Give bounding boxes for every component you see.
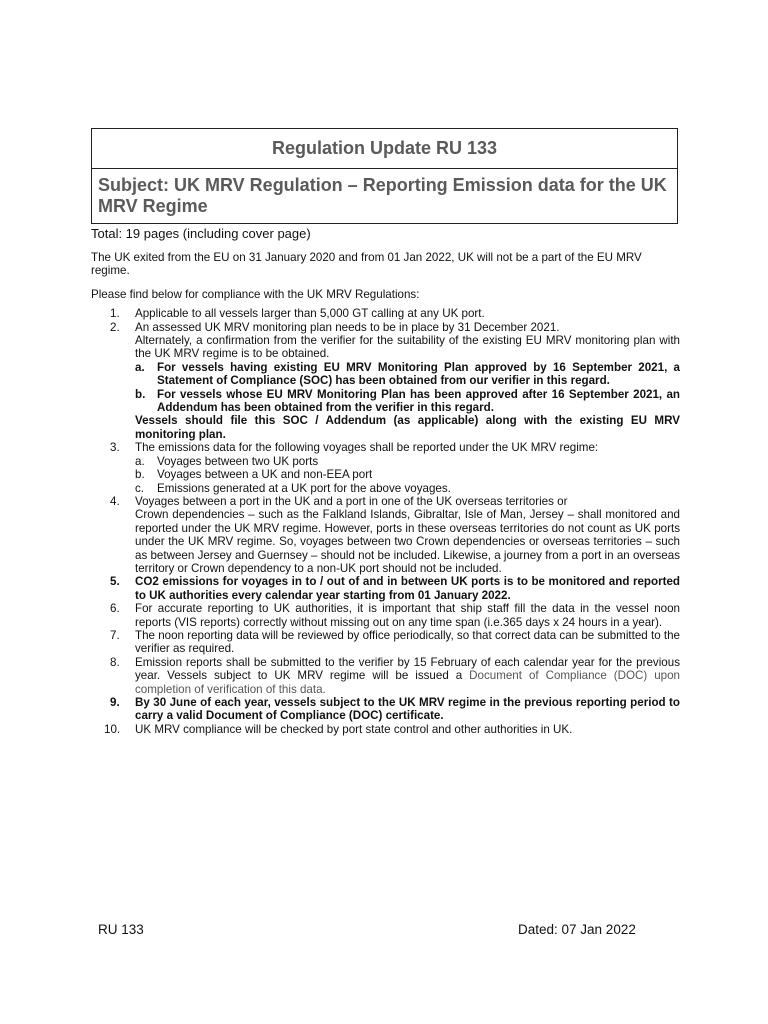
page-title: Regulation Update RU 133 — [271, 138, 498, 158]
lead-paragraph: Please find below for compliance with the UK MRV Regulations: — [91, 287, 420, 301]
sub-list — [135, 361, 680, 415]
list-item: 1. Applicable to all vessels larger than 5,000 GT calling at any UK port. — [110, 307, 485, 321]
sub-item: c. Emissions generated at a UK port for the above voyages. — [135, 481, 451, 495]
sub-list — [135, 455, 680, 495]
sub-item: a. For vessels having existing EU MRV Monitoring Plan approved by 16 September 2021, a Statement of Compliance (SOC) has been obtained from our verifier in this regard. — [135, 360, 680, 388]
list-item: 6. For accurate reporting to UK authorities, it is important that ship staff fill the data in the vessel noon reports (VIS reports) correctly without missing out on any time span (i.e.365 days x 24 hours in a year). — [110, 602, 680, 629]
sub-item: b. For vessels whose EU MRV Monitoring Plan has been approved after 16 September 2021, an Addendum has been obtained from the verifier in this regard. — [135, 387, 680, 415]
header-box — [91, 128, 678, 224]
footer-date: Dated: 07 Jan 2022 — [518, 922, 636, 937]
list-item: 5. CO2 emissions for voyages in to / out of and in between UK ports is to be monitored and reported to UK authorities every calendar year starting from 01 January 2022. — [110, 575, 680, 602]
list-item: 2. An assessed UK MRV monitoring plan needs to be in place by 31 December 2021. Alternately, a confirmation from the verifier for the suitability of the existing EU MRV monitoring plan with the UK MRV regime is to be obtained. a. For vessels having existing EU MRV Monitoring Plan approved by 16 September 2021, a Statement of Compliance (SOC) has been obtained from our verifier in this regard. b. For vessels whose EU MRV Monitoring Plan has been approved after 16 September 2021, an Addendum has been obtained from the verifier in this regard. Vessels should file this SOC / Addendum (as applicable) along with the existing EU MRV monitoring plan. — [110, 320, 680, 441]
compliance-list — [91, 307, 680, 736]
sub-item: a. Voyages between two UK ports — [135, 454, 319, 468]
filing-note: Vessels should file this SOC / Addendum (as applicable) along with the existing EU MRV monitoring plan. — [135, 414, 680, 441]
list-item: 8. Emission reports shall be submitted to the verifier by 15 February of each calendar year for the previous year. Vessels subject to UK MRV regime will be issued a Document of Compliance (DOC) upon completion of verification of this data. — [110, 655, 680, 696]
title-row — [92, 129, 677, 169]
footer-reference: RU 133 — [98, 922, 144, 937]
subject-line: Subject: UK MRV Regulation – Reporting Emission data for the UK MRV Regime — [98, 175, 667, 216]
list-item: 4. Voyages between a port in the UK and a port in one of the UK overseas territories or Crown dependencies – such as the Falkland Islands, Gibraltar, Isle of Man, Jersey – shall monitored and reported under the UK MRV regime. However, ports in these overseas territories do not count as UK ports under the UK MRV regime. So, voyages between two Crown dependencies or overseas territories – such as between Jersey and Guernsey – should not be included. Likewise, a journey from a port in an overseas territory or Crown dependency to a non-UK port should not be included. — [110, 494, 680, 575]
list-item: 7. The noon reporting data will be reviewed by office periodically, so that correct data can be submitted to the verifier as required. — [110, 628, 680, 656]
intro-paragraph: The UK exited from the EU on 31 January 2020 and from 01 Jan 2022, UK will not be a part of the EU MRV regime. — [91, 251, 642, 278]
total-pages: Total: 19 pages (including cover page) — [91, 226, 311, 241]
document-body — [91, 226, 680, 736]
list-item: 10. UK MRV compliance will be checked by port state control and other authorities in UK. — [104, 722, 573, 736]
list-item: 9. By 30 June of each year, vessels subject to the UK MRV regime in the previous reporting period to carry a valid Document of Compliance (DOC) certificate. — [110, 696, 680, 723]
sub-item: b. Voyages between a UK and non-EEA port — [135, 468, 373, 482]
list-item: 3. The emissions data for the following voyages shall be reported under the UK MRV regime: a. Voyages between two UK ports b. Voyages between a UK and non-EEA port c. Emissions generated at a UK port for the above voyages. — [91, 441, 680, 495]
doc-link[interactable]: Document of Compliance (DOC) upon completion of verification of this data. — [135, 669, 680, 696]
